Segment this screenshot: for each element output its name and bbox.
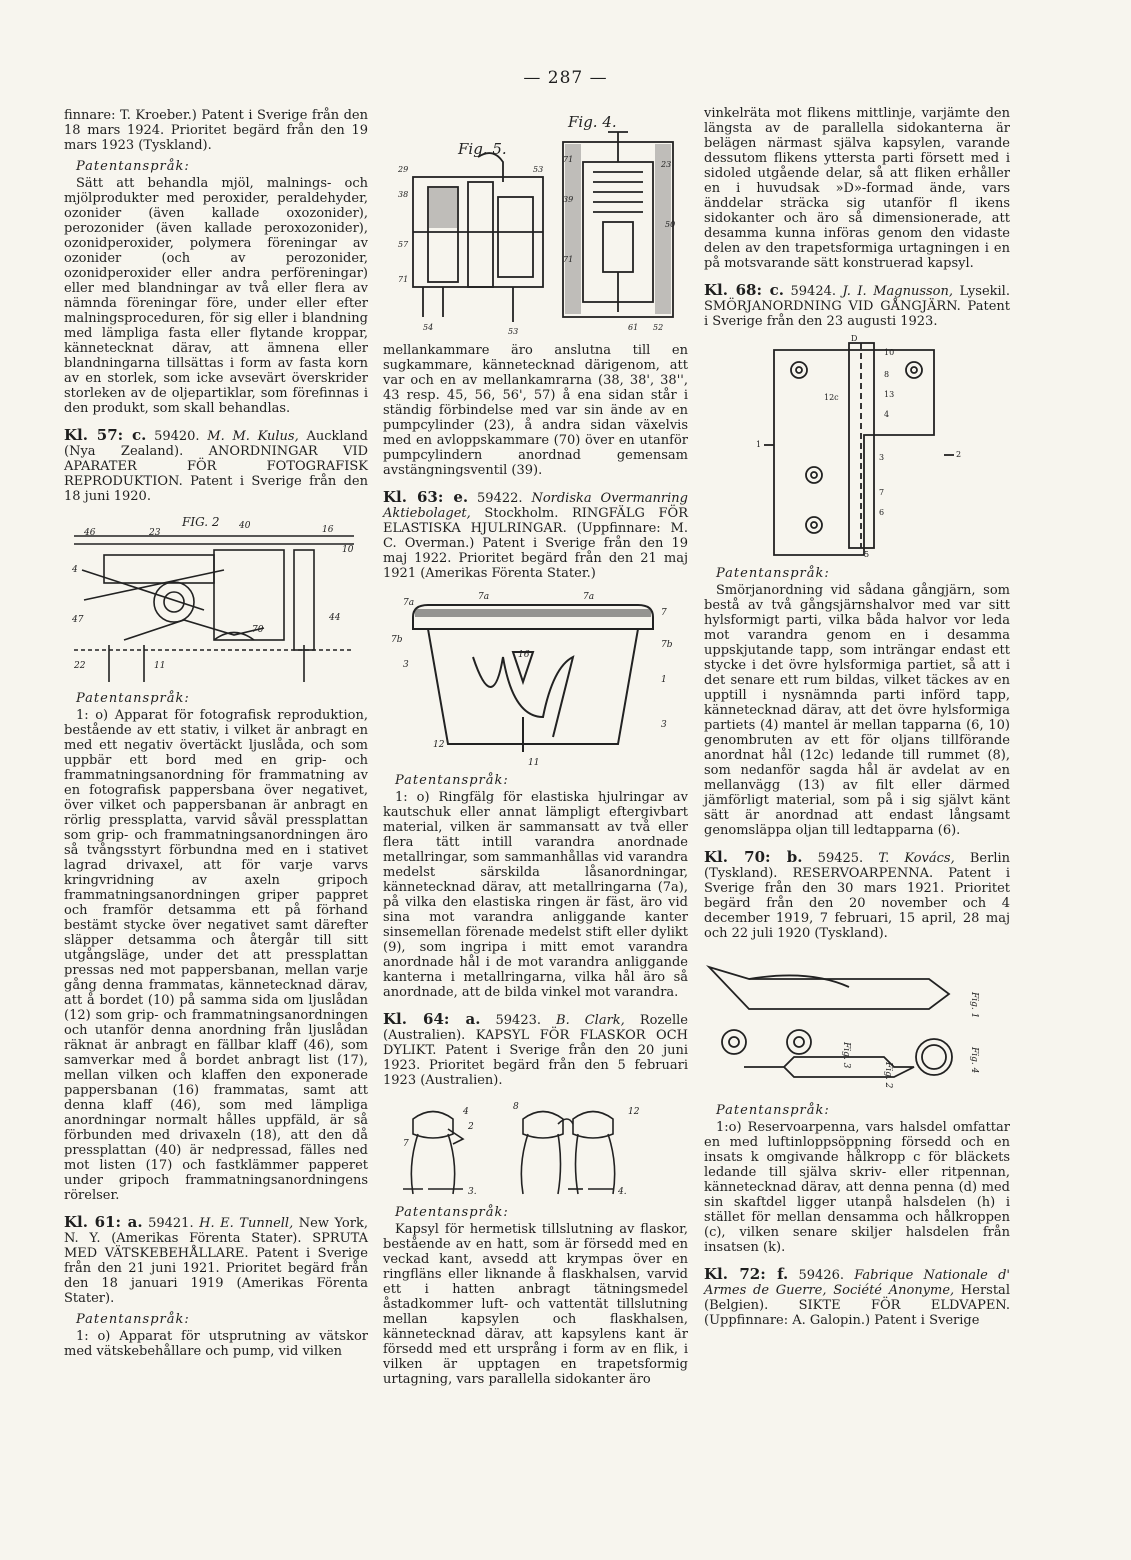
svg-text:8: 8 <box>884 370 890 379</box>
figure-label: Fig. 4. <box>568 113 617 131</box>
patent-number: 59426. <box>798 1268 845 1283</box>
figure-label: FIG. 2 <box>182 515 220 529</box>
svg-text:7a: 7a <box>583 592 595 602</box>
paragraph: finnare: T. Kroeber.) Patent i Sverige från den 18 mars 1924. Prioritet begärd från den 19 mars 1923 (Tyskland). <box>64 108 368 153</box>
svg-text:11: 11 <box>528 758 540 767</box>
paragraph: Kapsyl för hermetisk tillslutning av flaskor, bestående av en hatt, som är försedd med en veckad kant, avsedd att krympas över en ringfläns eller liknande å flaskhalsen, varvid ett i hatten anbragt tätningsmedel åstadkommer luft- och vattentät tillslutning mellan kapsylen och flaskhalsen, kännetecknad därav, att kapsylens kant är försedd med ett ursprång i form av en flik, i vilken är upptagen en trapetsformig urtagning, vars parallella sidokanter äro <box>383 1222 688 1387</box>
svg-text:23: 23 <box>661 160 672 169</box>
svg-text:4: 4 <box>463 1107 469 1117</box>
class-label: Kl. 70: b. <box>704 848 803 866</box>
paragraph: 1: o) Ringfälg för elastiska hjulringar av kautschuk eller annat lämpligt eftergivbart material, vilken är sammansatt av två eller flera tätt intill varandra anordnade metallringar, som sammanhållas vid varandra medelst särskilda låsanordningar, kännetecknad därav, att metallringarna (7a), på vilka den elastiska ringen är fäst, äro vid sina mot varandra anliggande kanter sinsemellan förenade medelst stift eller dylikt (9), som ingripa i mitt emot varandra anordnade hål i de mot varandra anliggande kanterna i metallringarna, vilka hål äro så anordnade, att de bilda vinkel mot varandra. <box>383 790 688 1000</box>
svg-text:7: 7 <box>403 1139 409 1149</box>
column-3 <box>704 106 1010 1332</box>
inventor: M. M. Kulus, <box>207 429 299 444</box>
svg-text:2: 2 <box>468 1122 474 1132</box>
claim-heading: Patentanspråk: <box>76 159 190 174</box>
svg-text:Fig. 3: Fig. 3 <box>841 1042 851 1069</box>
svg-text:7b: 7b <box>391 635 403 645</box>
patent-number: 59421. <box>148 1216 194 1231</box>
patent-entry-61a <box>64 1215 368 1306</box>
svg-text:7a: 7a <box>403 598 415 608</box>
figure-hinge <box>704 335 1010 560</box>
inventor: B. Clark, <box>556 1013 625 1028</box>
class-label: Kl. 63: e. <box>383 488 469 506</box>
patent-entry-72f <box>704 1267 1010 1328</box>
patent-entry-70b <box>704 850 1010 941</box>
svg-text:54: 54 <box>423 323 434 332</box>
svg-text:10: 10 <box>342 545 354 555</box>
class-label: Kl. 64: a. <box>383 1010 481 1028</box>
svg-text:8: 8 <box>513 1102 519 1112</box>
svg-text:13: 13 <box>884 390 895 399</box>
svg-text:16: 16 <box>518 650 530 660</box>
patent-number: 59420. <box>154 429 200 444</box>
svg-text:50: 50 <box>665 220 676 229</box>
svg-text:7: 7 <box>661 608 667 618</box>
entry-text: New York, N. Y. (Amerikas Förenta Stater). SPRUTA MED VÄTSKEBEHÅLLARE. Patent i Sverige från den 21 juni 1921. Prioritet begärd från den 18 januari 1919 (Amerikas Förenta Stater). <box>64 1216 368 1306</box>
svg-text:57: 57 <box>398 240 409 249</box>
svg-text:71: 71 <box>563 255 574 264</box>
svg-text:11: 11 <box>154 661 166 671</box>
inventor: H. E. Tunnell, <box>199 1216 294 1231</box>
entry-text: Herstal (Belgien). SIKTE FÖR ELDVAPEN. (Uppfinnare: A. Galopin.) Patent i Sverige <box>704 1283 1010 1328</box>
figure-pump <box>383 102 688 337</box>
svg-text:46: 46 <box>84 528 96 538</box>
inventor: T. Kovács, <box>878 851 955 866</box>
column-1 <box>64 108 368 1362</box>
svg-text:71: 71 <box>398 275 409 284</box>
entry-text: Lysekil. SMÖRJANORDNING VID GÅNGJÄRN. Patent i Sverige från den 23 augusti 1923. <box>704 284 1010 329</box>
svg-text:4.: 4. <box>618 1187 627 1197</box>
claim-heading: Patentanspråk: <box>76 691 190 706</box>
claim-heading: Patentanspråk: <box>395 773 509 788</box>
patent-entry-57c <box>64 428 368 504</box>
svg-text:D: D <box>851 335 858 343</box>
svg-text:4: 4 <box>72 565 78 575</box>
claim-heading: Patentanspråk: <box>716 1103 830 1118</box>
class-label: Kl. 57: c. <box>64 426 147 444</box>
svg-text:47: 47 <box>72 615 84 625</box>
svg-text:12: 12 <box>628 1107 640 1117</box>
paragraph: mellankammare äro anslutna till en sugkammare, kännetecknad därigenom, att var och en av mellankamrarna (38, 38', 38'', 43 resp. 45, 56, 56', 57) å ena sidan står i ständig förbindelse med var sin ände av en pumpcylinder (23), å andra sidan växelvis med en avloppskammare (70) över en utanför pumpcylindern anordnad gemensam avstängningsventil (39). <box>383 343 688 478</box>
svg-text:53: 53 <box>508 327 519 336</box>
svg-text:29: 29 <box>398 165 409 174</box>
svg-text:52: 52 <box>653 323 664 332</box>
svg-text:Fig. 4: Fig. 4 <box>969 1047 979 1074</box>
svg-text:Fig. 2: Fig. 2 <box>883 1062 893 1089</box>
svg-text:16: 16 <box>322 525 334 535</box>
svg-text:2: 2 <box>956 450 962 459</box>
page-number: — 287 — <box>523 68 608 88</box>
claim-heading: Patentanspråk: <box>76 1312 190 1327</box>
svg-text:71: 71 <box>563 155 574 164</box>
patent-entry-63e <box>383 490 688 581</box>
svg-text:61: 61 <box>628 323 639 332</box>
entry-text: Rozelle (Australien). KAPSYL FÖR FLASKOR OCH DYLIKT. Patent i Sverige från den 20 juni 1923. Prioritet begärd från den 5 februari 1923 (Australien). <box>383 1013 688 1088</box>
class-label: Kl. 68: c. <box>704 281 784 299</box>
paragraph: 1:o) Reservoarpenna, vars halsdel omfattar en med luftinloppsöppning försedd och en insats k omgivande hålkropp c för bläckets ledande till själva skriv- eller ritpennan, kännetecknad därav, att denna penna (d) med sin skaftdel ligger utanpå halsdelen (h) i stället för mellan densamma och hålkroppen (c), vilken senare skiljer halsdelen från insatsen (k). <box>704 1120 1010 1255</box>
patent-entry-68c <box>704 283 1010 329</box>
svg-text:5: 5 <box>864 550 870 559</box>
inventor: Nordiska Overmanring Aktiebolaget, <box>383 491 688 521</box>
svg-text:53: 53 <box>533 165 544 174</box>
patent-number: 59424. <box>790 284 836 299</box>
svg-text:7: 7 <box>879 488 885 497</box>
claim-heading: Patentanspråk: <box>395 1205 509 1220</box>
inventor: J. I. Magnusson, <box>842 284 953 299</box>
figure-label: Fig. 5. <box>458 140 507 158</box>
svg-text:7b: 7b <box>661 640 673 650</box>
class-label: Kl. 72: f. <box>704 1265 789 1283</box>
svg-text:12c: 12c <box>824 393 839 402</box>
paragraph: Smörjanordning vid sådana gångjärn, som bestå av två gångsjärnshalvor med var sitt hylsformigt parti, vilka båda halvor vor leda mot varandra genom en i desamma uppskjutande tapp, som inträngar endast ett stycke i det övre hylsformiga partiet, så att i det senare ett rum bildas, vilket täckes av en upptill i nysnämnda parti införd tapp, kännetecknad därav, att det övre hylsformiga partiets (4) mantel är mellan tapparna (6, 10) genombruten av ett för oljans tillförande anordnat hål (12c) ledande till rummet (8), som nedanför sagda hål är avdelat av en mellanvägg (13) av filt eller därmed jämförligt material, som på i sig självt känt sätt är anordnad att endast långsamt genomsläppa oljan till ledtapparna (6). <box>704 583 1010 838</box>
svg-text:22: 22 <box>74 661 86 671</box>
svg-text:3: 3 <box>879 453 885 462</box>
svg-text:39: 39 <box>563 195 574 204</box>
paragraph: 1: o) Apparat för fotografisk reproduktion, bestående av ett stativ, i vilket är anbragt en med ett negativ övertäckt ljuslåda, och som uppbär ett bord med en grip- och frammatningsanordning för frammatning av en fotografisk pappersbana över negativet, över vilket och pappersbanan är anbragt en rörlig pressplatta, varvid såväl pressplattan som grip- och frammatningsanordningen äro så tvångsstyrt förbundna med en i stativet lagrad drivaxel, att för varje varvs kringvridning av axeln gripoch frammatningsanordningen griper pappret och framför detsamma ett på förhand bestämt stycke över negativet samt därefter släpper detsamma och återgår till sitt utgångsläge, under det att pressplattan pressas ned mot pappersbanan, mellan varje gång denna frammatas, kännetecknad därav, att å bordet (10) på samma sida om ljuslådan (12) som grip- och frammatningsanordningen och utanför denna anordning från ljuslådan räknat är anbragt en fällbar klaff (46), som samverkar med å bordet anbragt list (17), mellan vilken och klaffen den exponerade pappersbanan (16) frammatas, samt att denna klaff (46), som med lämpliga anordningar normalt hålles uppfäld, är så förbunden med drivaxeln (18), att den då pressplattan (40) är nedpressad, fälles ned mot listen (17) och fastklämmer papperet under gripoch frammatningsanordningens rörelser. <box>64 708 368 1203</box>
svg-text:Fig. 1: Fig. 1 <box>969 992 979 1019</box>
svg-text:7a: 7a <box>478 592 490 602</box>
svg-text:3: 3 <box>403 660 409 670</box>
paragraph: Sätt att behandla mjöl, malnings- och mjölprodukter med peroxider, peraldehyder, ozonider (även kallade oxozonider), perozonider (även kallade peroxozonider), ozonidperoxider, polymera föreningar av ozonider (och av perozonider, ozonidperoxider eller andra perföreningar) eller med blandningar av två eller flera av nämnda föreningar före, under eller efter malningsproceduren, för sig eller i blandning med lämpliga fasta eller flytande kroppar, kännetecknat därav, att ämnena eller blandningarna tillsättas i form av fasta korn av en storlek, som icke avsevärt överskrider storleken av de oljepartiklar, som förefinnas i den produkt, som skall behandlas. <box>64 176 368 416</box>
figure-rim <box>383 587 688 767</box>
svg-text:12: 12 <box>433 740 445 750</box>
svg-text:40: 40 <box>239 521 251 531</box>
claim-heading: Patentanspråk: <box>716 566 830 581</box>
entry-text: Auckland (Nya Zealand). ANORDNINGAR VID APARATER FÖR FOTOGRAFISK REPRODUKTION. Patent i Sverige från den 18 juni 1920. <box>64 429 368 504</box>
column-2 <box>383 96 688 1390</box>
entry-text: Stockholm. RINGFÄLG FÖR ELASTISKA HJULRINGAR. (Uppfinnare: M. C. Overman.) Patent i Sverige från den 19 maj 1922. Prioritet begärd från den 21 maj 1921 (Amerikas Förenta Stater.) <box>383 506 689 581</box>
patent-number: 59422. <box>477 491 523 506</box>
paragraph: 1: o) Apparat för utsprutning av vätskor med vätskebehållare och pump, vid vilken <box>64 1329 368 1359</box>
svg-text:23: 23 <box>149 528 161 538</box>
svg-text:44: 44 <box>329 613 341 623</box>
figure-photo-apparatus <box>64 510 368 685</box>
svg-text:4: 4 <box>884 410 890 419</box>
figure-bottle-caps <box>383 1094 688 1199</box>
svg-text:1: 1 <box>756 440 762 449</box>
svg-text:3: 3 <box>661 720 667 730</box>
svg-text:70: 70 <box>252 625 264 635</box>
svg-text:6: 6 <box>879 508 885 517</box>
patent-entry-64a <box>383 1012 688 1088</box>
svg-text:10: 10 <box>884 348 895 357</box>
class-label: Kl. 61: a. <box>64 1213 143 1231</box>
inventor: Fabrique Nationale d' Armes de Guerre, Société Anonyme, <box>704 1268 1011 1298</box>
patent-number: 59425. <box>817 851 864 866</box>
svg-text:3.: 3. <box>468 1187 477 1197</box>
svg-text:38: 38 <box>398 190 409 199</box>
svg-text:1: 1 <box>661 675 667 685</box>
patent-number: 59423. <box>495 1013 542 1028</box>
entry-text: Berlin (Tyskland). RESERVOARPENNA. Patent i Sverige från den 30 mars 1921. Prioritet begärd från den 20 november och 4 december 1919, 7 februari, 15 april, 28 maj och 22 juli 1920 (Tyskland). <box>704 851 1011 941</box>
paragraph: vinkelräta mot flikens mittlinje, varjämte den längsta av de parallella sidokanterna är belägen närmast själva kapsylen, varande dessutom flikens yttersta parti försett med i sidoled utgående delar, så att fliken erhåller en i huvudsak »D»-formad ände, vars änddelar sträcka sig utanför fl ikens sidokanter och äro så dimensionerade, att desamma kunna införas genom den vidaste delen av den trapetsformiga urtagningen i en på motsvarande sätt konstruerad kapsyl. <box>704 106 1010 271</box>
figure-fountain-pen <box>704 947 1010 1097</box>
